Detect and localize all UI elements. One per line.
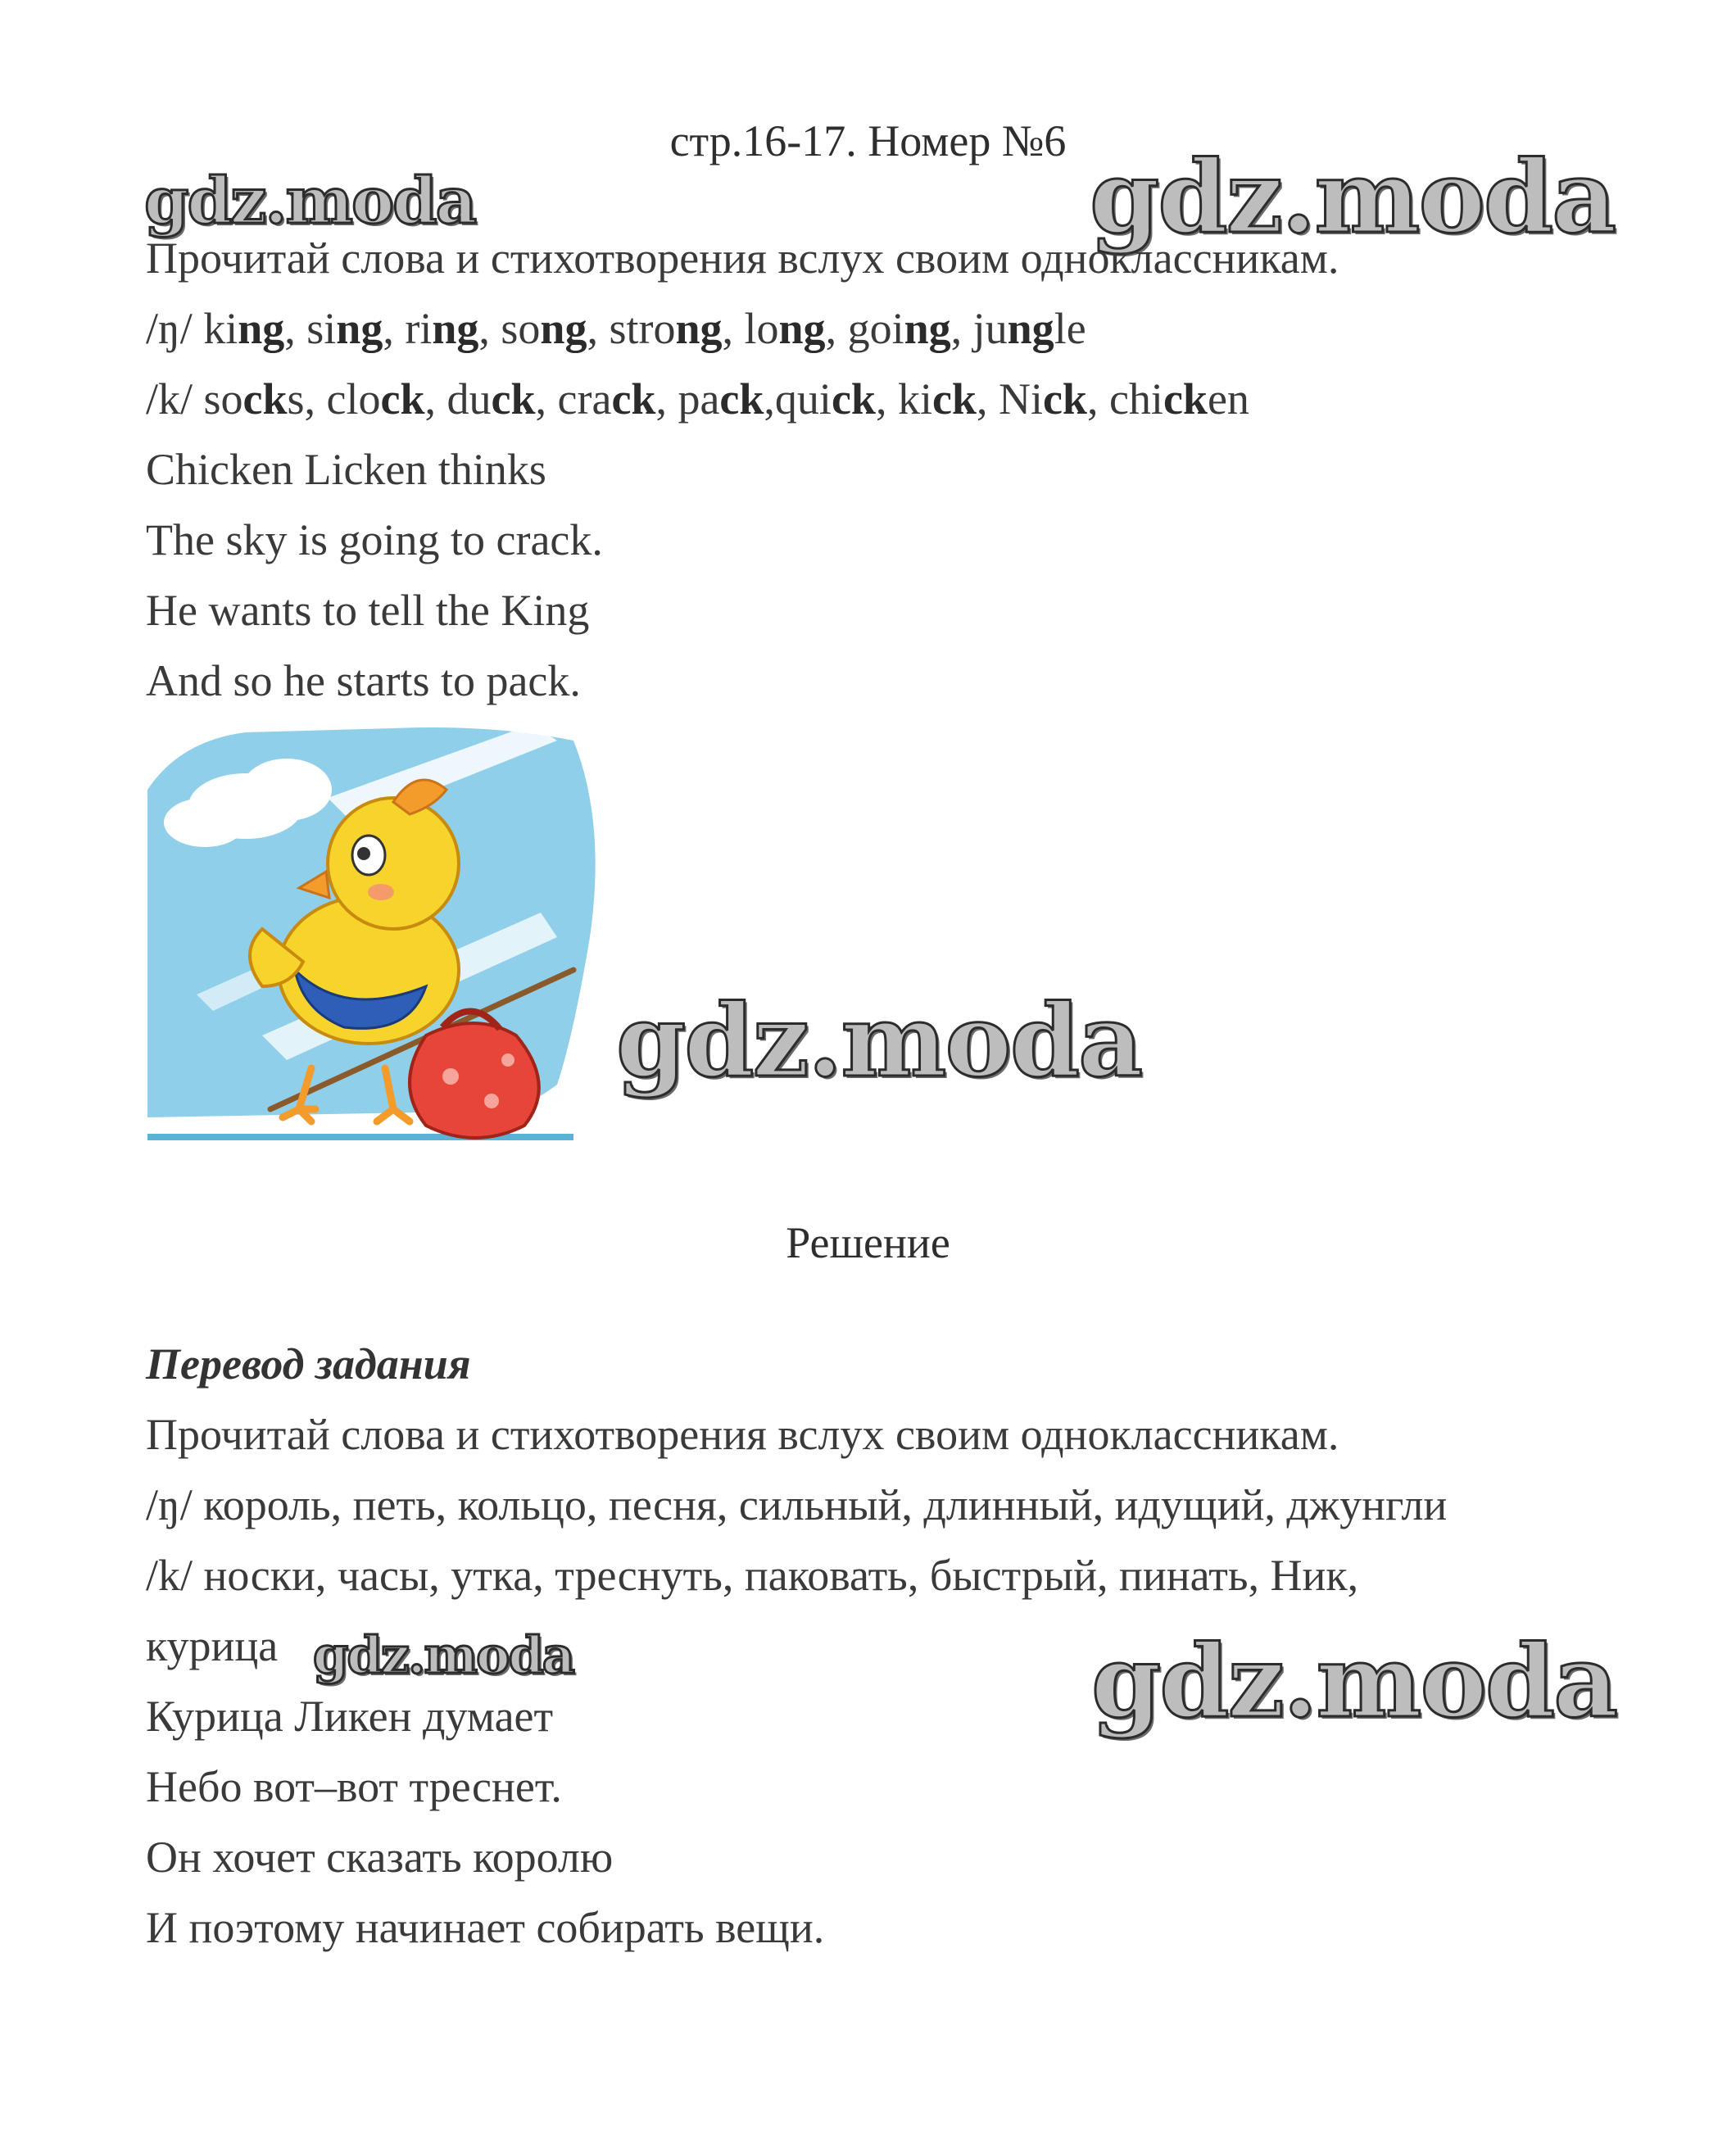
word-fragment: , chi	[1086, 374, 1163, 424]
word-fragment: /ŋ/ ki	[146, 304, 238, 353]
translated-poem-line: Курица Ликен думает	[146, 1692, 554, 1741]
watermark-logo: gdz.moda	[144, 164, 476, 238]
word-fragment: le	[1054, 304, 1086, 353]
solution-heading: Решение	[786, 1218, 950, 1267]
word-fragment: , lo	[722, 304, 779, 353]
ng-sound-words	[146, 300, 1086, 357]
sound-letters-bold: ck	[611, 374, 656, 424]
poem-line: Chicken Licken thinks	[146, 445, 546, 494]
word-fragment: , pa	[655, 374, 720, 424]
translated-poem-line: Он хочет сказать королю	[146, 1833, 614, 1882]
sound-letters-bold: ng	[778, 304, 826, 353]
sound-letters-bold: ck	[1042, 374, 1087, 424]
sound-letters-bold: ck	[719, 374, 764, 424]
task-instruction: Прочитай слова и стихотворения вслух своим одноклассникам.	[146, 233, 1339, 283]
poem-line: And so he starts to pack.	[146, 656, 581, 705]
word-fragment: , si	[284, 304, 337, 353]
sound-letters-bold: ck	[491, 374, 536, 424]
sound-letters-bold: ng	[675, 304, 723, 353]
watermark-logo: gdz.moda	[313, 1625, 573, 1685]
sound-letters-bold: ng	[336, 304, 383, 353]
translation-title: Перевод задания	[146, 1339, 471, 1389]
word-fragment: /k/ so	[146, 374, 243, 424]
word-fragment: , du	[424, 374, 492, 424]
translated-poem-line: И поэтому начинает собирать вещи.	[146, 1903, 825, 1952]
sound-letters-bold: ck	[931, 374, 977, 424]
watermark-logo: gdz.moda	[1090, 138, 1616, 256]
translated-poem-line: Небо вот–вот треснет.	[146, 1762, 562, 1811]
sound-letters-bold: ng	[1007, 304, 1054, 353]
watermark-logo: gdz.moda	[1091, 1622, 1617, 1740]
sound-letters-bold: ck	[831, 374, 876, 424]
word-fragment: , goi	[825, 304, 904, 353]
translated-k-words: /k/ носки, часы, утка, треснуть, паковать, быстрый, пинать, Ник,	[146, 1551, 1359, 1600]
sound-letters-bold: ng	[904, 304, 951, 353]
word-fragment: en	[1207, 374, 1249, 424]
sound-letters-bold: ck	[380, 374, 425, 424]
word-fragment: , so	[478, 304, 541, 353]
translated-instruction: Прочитай слова и стихотворения вслух своим одноклассникам.	[146, 1410, 1339, 1459]
chick-illustration	[147, 724, 598, 1152]
sound-letters-bold: ng	[238, 304, 285, 353]
poem-line: He wants to tell the King	[146, 586, 590, 635]
sound-letters-bold: ck	[242, 374, 288, 424]
watermark-logo: gdz.moda	[616, 981, 1142, 1099]
page-title: стр.16-17. Номер №6	[669, 116, 1067, 165]
k-sound-words	[146, 370, 1249, 428]
word-fragment: , stro	[587, 304, 676, 353]
translated-ng-words: /ŋ/ король, петь, кольцо, песня, сильный, длинный, идущий, джунгли	[146, 1480, 1448, 1529]
word-fragment: s, clo	[287, 374, 381, 424]
word-fragment: , ki	[875, 374, 932, 424]
translated-k-words-cont: курица	[146, 1621, 279, 1670]
word-fragment: , ju	[950, 304, 1008, 353]
sound-letters-bold: ng	[540, 304, 587, 353]
poem-line: The sky is going to crack.	[146, 515, 603, 564]
word-fragment: , Ni	[976, 374, 1043, 424]
sound-letters-bold: ck	[1163, 374, 1208, 424]
word-fragment: ,qui	[764, 374, 832, 424]
sound-letters-bold: ng	[432, 304, 479, 353]
word-fragment: , cra	[535, 374, 612, 424]
word-fragment: , ri	[383, 304, 433, 353]
